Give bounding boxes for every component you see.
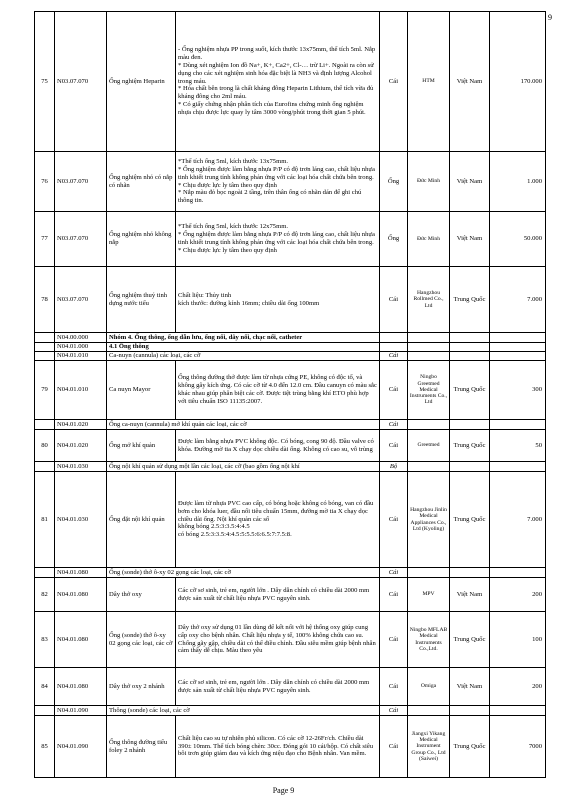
group-code-cell: N04.01.020 xyxy=(55,420,107,430)
item-origin-cell: Việt Nam xyxy=(450,12,490,152)
empty-cell xyxy=(490,706,546,716)
empty-cell xyxy=(450,333,490,343)
table-row xyxy=(35,716,546,778)
item-unit-cell: Cái xyxy=(380,612,408,668)
item-description-cell: Chất liệu: Thủy tinh kích thước: đường kính 16mm; chiều dài ống 100mm xyxy=(176,267,380,333)
group-code-cell: N04.00.000 xyxy=(55,333,107,343)
item-description-cell: Các cỡ sơ sinh, trẻ em, người lớn . Dây dẫn chính có chiều dài 2000 mm được sản xuất từ chất liệu nhựa PVC nguyên sinh. xyxy=(176,668,380,706)
empty-cell xyxy=(408,462,450,472)
empty-cell xyxy=(408,420,450,430)
item-unit-cell: Ống xyxy=(380,152,408,212)
item-unit-cell: Cái xyxy=(380,578,408,612)
item-code-cell: N04.01.020 xyxy=(55,430,107,462)
item-description-cell: Được làm từ nhựa PVC cao cấp, có bóng hoặc không có bóng, van có đầu bơm cho khóa luer, đầu nối tiêu chuẩn 15mm, đường mờ tia X chạy dọc chiều dài ống. Nội khí quản các số không bóng 2.5:3:3.5:4:4.5 có bóng 2.5:3:3.5:4:4.5:5:5.5:6:6.5:7:7.5:8. xyxy=(176,472,380,568)
item-description-cell: Được làm bằng nhựa PVC không độc. Có bóng, cong 90 độ. Đầu valve có khóa. Đường mờ tia X chạy dọc chiều dài ống. Không có cao su, vô trùng xyxy=(176,430,380,462)
table-row xyxy=(35,152,546,212)
item-description-cell: *Thể tích ống 5ml, kích thước 13x75mm. * Ống nghiệm được làm bằng nhựa P/P có độ trơn láng cao, chất liệu nhựa tinh khiết trung tính không phản ứng với các loại hóa chất chứa bên trong. * Chịu được lực ly tâm theo quy định * Nắp màu đỏ bọc ngoài 2 tầng, trên thân ống có nhãn dán để ghi chú thông tin. xyxy=(176,152,380,212)
item-number-cell: 76 xyxy=(35,152,55,212)
item-number-cell: 81 xyxy=(35,472,55,568)
item-price-cell: 200 xyxy=(490,578,546,612)
group-title-cell: Ống (sonde) thở ô-xy 02 gọng các loại, các cỡ xyxy=(107,568,380,578)
item-unit-cell: Cái xyxy=(380,668,408,706)
item-code-cell: N03.07.070 xyxy=(55,267,107,333)
item-name-cell: Dây thở oxy xyxy=(107,578,176,612)
item-code-cell: N04.01.010 xyxy=(55,361,107,420)
empty-cell xyxy=(450,568,490,578)
item-name-cell: Dây thở oxy 2 nhánh xyxy=(107,668,176,706)
item-description-cell: Các cỡ sơ sinh, trẻ em, người lớn . Dây dẫn chính có chiều dài 2000 mm được sản xuất từ chất liệu nhựa PVC nguyên sinh. xyxy=(176,578,380,612)
item-name-cell: Ống nghiệm nhỏ không nắp xyxy=(107,212,176,267)
item-description-cell: Ống thông đường thở được làm từ nhựa cứng PE, không có độc tố, và không gây kích ứng. Có các cỡ từ 4.0 đến 12.0 cm. Đầu canuyn có màu sắc khác nhau giúp phân biệt các cỡ. Được tiệt trùng bằng khí ETO phù hợp với tiêu chuẩn ISO 11135:2007. xyxy=(176,361,380,420)
item-unit-cell: Ống xyxy=(380,212,408,267)
item-origin-cell: Trung Quốc xyxy=(450,361,490,420)
item-origin-cell: Việt Nam xyxy=(450,152,490,212)
item-description-cell: Chất liệu cao su tự nhiên phủ silicon. Có các cỡ 12-26Fr/ch. Chiều dài 390± 10mm. Thể tích bóng chèn: 30cc. Đóng gói 10 cái/hộp. Có chất siêu bôi trơn giúp giảm đau và kích ứng niệu đạo cho Bệnh nhân. Van mềm. xyxy=(176,716,380,778)
item-unit-cell: Cái xyxy=(380,472,408,568)
item-origin-cell: Trung Quốc xyxy=(450,716,490,778)
item-description-cell: *Thể tích ống 5ml, kích thước 12x75mm. * Ống nghiệm được làm bằng nhựa P/P có độ trơn láng cao, chất liệu nhựa tinh khiết trung tính không phản ứng với các loại hóa chất chứa bên trong. * Chịu được lực ly tâm theo quy định xyxy=(176,212,380,267)
group-code-cell: N04.01.030 xyxy=(55,462,107,472)
table-row xyxy=(35,578,546,612)
item-name-cell: Ống thông đường tiểu foley 2 nhánh xyxy=(107,716,176,778)
item-number-cell: 75 xyxy=(35,12,55,152)
item-manufacturer-cell: HTM xyxy=(408,12,450,152)
item-unit-cell: Cái xyxy=(380,267,408,333)
empty-cell xyxy=(450,462,490,472)
empty-cell xyxy=(490,462,546,472)
item-price-cell: 50.000 xyxy=(490,212,546,267)
item-number-cell: 84 xyxy=(35,668,55,706)
item-name-cell: Ống (sonde) thở ô-xy 02 gọng các loại, các cỡ xyxy=(107,612,176,668)
table-row xyxy=(35,12,546,152)
item-origin-cell: Việt Nam xyxy=(450,578,490,612)
subgroup-heading-row xyxy=(35,352,546,361)
item-number-cell: 78 xyxy=(35,267,55,333)
empty-cell xyxy=(35,420,55,430)
item-origin-cell: Việt Nam xyxy=(450,212,490,267)
page-footer: Page 9 xyxy=(272,786,295,795)
subgroup-heading-row xyxy=(35,420,546,430)
group-title-cell: Ca-nuyn (cannula) các loại, các cỡ xyxy=(107,352,380,361)
item-name-cell: Ca nuyn Mayor xyxy=(107,361,176,420)
item-code-cell: N03.07.070 xyxy=(55,212,107,267)
group-unit-cell xyxy=(380,333,408,343)
table-row xyxy=(35,668,546,706)
item-price-cell: 7.000 xyxy=(490,267,546,333)
item-origin-cell: Trung Quốc xyxy=(450,472,490,568)
item-number-cell: 79 xyxy=(35,361,55,420)
empty-cell xyxy=(450,352,490,361)
item-name-cell: Ống nghiệm thuỷ tinh dựng nước tiểu xyxy=(107,267,176,333)
empty-cell xyxy=(408,343,450,352)
table-row xyxy=(35,212,546,267)
empty-cell xyxy=(35,343,55,352)
group-unit-cell xyxy=(380,343,408,352)
empty-cell xyxy=(408,333,450,343)
item-number-cell: 80 xyxy=(35,430,55,462)
empty-cell xyxy=(35,352,55,361)
item-manufacturer-cell: MPV xyxy=(408,578,450,612)
subgroup-heading-row xyxy=(35,343,546,352)
item-number-cell: 83 xyxy=(35,612,55,668)
item-code-cell: N04.01.090 xyxy=(55,716,107,778)
item-price-cell: 100 xyxy=(490,612,546,668)
group-title-cell: Ống nội khí quản sử dụng một lần các loại, các cỡ (bao gồm ống nội khí xyxy=(107,462,380,472)
group-unit-cell: Cái xyxy=(380,420,408,430)
empty-cell xyxy=(450,420,490,430)
item-code-cell: N04.01.080 xyxy=(55,578,107,612)
group-code-cell: N04.01.010 xyxy=(55,352,107,361)
empty-cell xyxy=(408,568,450,578)
item-name-cell: Ống đặt nội khí quản xyxy=(107,472,176,568)
item-manufacturer-cell: Hangzhou Jinlin Medical Appliances Co., Ltd (Kyoling) xyxy=(408,472,450,568)
table-row xyxy=(35,430,546,462)
item-price-cell: 7000 xyxy=(490,716,546,778)
subgroup-heading-row xyxy=(35,706,546,716)
group-heading-row xyxy=(35,333,546,343)
group-unit-cell: Cái xyxy=(380,352,408,361)
group-unit-cell: Cái xyxy=(380,568,408,578)
group-code-cell: N04.01.090 xyxy=(55,706,107,716)
table-row xyxy=(35,612,546,668)
item-description-cell: - Ống nghiệm nhựa PP trong suốt, kích thước 13x75mm, thể tích 5ml. Nắp màu đen. * Dùng xét nghiệm Ion đồ Na+, K+, Ca2+, Cl-… trừ Li+. Ngoài ra còn sử dụng cho các xét nghiệm sinh hóa đặc biệt là NH3 và định lượng Alcohol trong máu. * Hóa chất bên trong là chất kháng đông Heparin Lithium, thể tích vừa đủ kháng đông cho 2ml máu. * Có giấy chứng nhận phân tích của Eurofins chứng minh ống nghiệm nhựa chịu được lực quay ly tâm 3000 vòng/phút trong thời gian 5 phút. xyxy=(176,12,380,152)
item-manufacturer-cell: Hangzhou Rollmed Co., Ltd xyxy=(408,267,450,333)
group-title-cell: Nhóm 4. Ống thông, ống dẫn lưu, ống nối, dây nối, chạc nối, catheter xyxy=(107,333,380,343)
table-row xyxy=(35,472,546,568)
empty-cell xyxy=(450,343,490,352)
empty-cell xyxy=(490,420,546,430)
item-name-cell: Ống mở khí quản xyxy=(107,430,176,462)
item-price-cell: 1.000 xyxy=(490,152,546,212)
empty-cell xyxy=(408,352,450,361)
item-origin-cell: Việt Nam xyxy=(450,668,490,706)
group-title-cell: Ống ca-nuyn (cannula) mở khí quản các loại, các cỡ xyxy=(107,420,380,430)
item-unit-cell: Cái xyxy=(380,430,408,462)
item-description-cell: Dây thở oxy sử dụng 01 lần dùng để kết nối với hệ thống oxy giúp cung cấp oxy cho bệnh nhân. Chất liệu nhựa y tế, 100% không chứa cao su. Chống gãy gập, chiều dài có thể điều chỉnh. Đầu siêu mềm giúp bệnh nhân cảm thấy dễ chịu. Màu theo yêu xyxy=(176,612,380,668)
empty-cell xyxy=(490,333,546,343)
empty-cell xyxy=(35,706,55,716)
subgroup-heading-row xyxy=(35,568,546,578)
empty-cell xyxy=(490,343,546,352)
empty-cell xyxy=(35,462,55,472)
item-number-cell: 82 xyxy=(35,578,55,612)
item-manufacturer-cell: Greetmed xyxy=(408,430,450,462)
table-row xyxy=(35,267,546,333)
item-manufacturer-cell: Đức Minh xyxy=(408,212,450,267)
item-origin-cell: Trung Quốc xyxy=(450,267,490,333)
item-unit-cell: Cái xyxy=(380,361,408,420)
item-price-cell: 170.000 xyxy=(490,12,546,152)
empty-cell xyxy=(35,333,55,343)
group-unit-cell: Bộ xyxy=(380,462,408,472)
empty-cell xyxy=(35,568,55,578)
item-code-cell: N03.07.070 xyxy=(55,12,107,152)
item-origin-cell: Trung Quốc xyxy=(450,430,490,462)
item-unit-cell: Cái xyxy=(380,716,408,778)
corner-page-number: 9 xyxy=(548,13,552,22)
group-code-cell: N04.01.000 xyxy=(55,343,107,352)
item-manufacturer-cell: Jiangxi Yikang Medical Instrument Group Co., Ltd (Saiwei) xyxy=(408,716,450,778)
item-unit-cell: Cái xyxy=(380,12,408,152)
item-code-cell: N04.01.030 xyxy=(55,472,107,568)
group-unit-cell: Cái xyxy=(380,706,408,716)
group-code-cell: N04.01.080 xyxy=(55,568,107,578)
item-manufacturer-cell: Ningbo Greetmed Medical Instruments Co., Ltd xyxy=(408,361,450,420)
empty-cell xyxy=(490,352,546,361)
equipment-price-table xyxy=(34,11,546,778)
item-origin-cell: Trung Quốc xyxy=(450,612,490,668)
table-row xyxy=(35,361,546,420)
item-code-cell: N03.07.070 xyxy=(55,152,107,212)
item-price-cell: 50 xyxy=(490,430,546,462)
empty-cell xyxy=(408,706,450,716)
item-number-cell: 85 xyxy=(35,716,55,778)
item-code-cell: N04.01.080 xyxy=(55,612,107,668)
group-title-cell: 4.1 Ống thông xyxy=(107,343,380,352)
item-name-cell: Ống nghiệm nhỏ có nắp có nhãn xyxy=(107,152,176,212)
empty-cell xyxy=(490,568,546,578)
item-price-cell: 200 xyxy=(490,668,546,706)
group-title-cell: Thông (sonde) các loại, các cỡ xyxy=(107,706,380,716)
item-manufacturer-cell: Omiga xyxy=(408,668,450,706)
item-number-cell: 77 xyxy=(35,212,55,267)
empty-cell xyxy=(450,706,490,716)
item-manufacturer-cell: Ningbo MFLAB Medical Instruments Co.,Ltd. xyxy=(408,612,450,668)
item-name-cell: Ống nghiệm Heparin xyxy=(107,12,176,152)
item-code-cell: N04.01.080 xyxy=(55,668,107,706)
item-manufacturer-cell: Đức Minh xyxy=(408,152,450,212)
subgroup-heading-row xyxy=(35,462,546,472)
item-price-cell: 7.000 xyxy=(490,472,546,568)
item-price-cell: 300 xyxy=(490,361,546,420)
